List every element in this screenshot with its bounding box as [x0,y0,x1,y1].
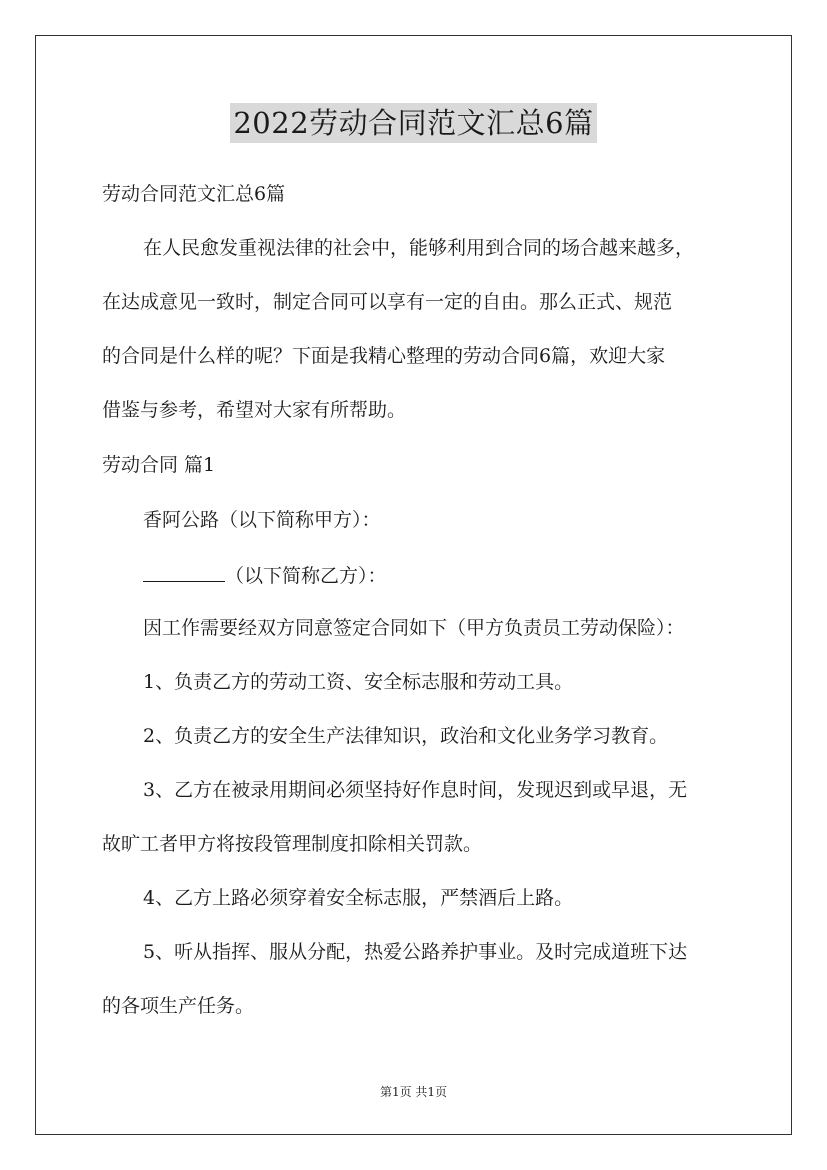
intro-line-3: 的合同是什么样的呢？下面是我精心整理的劳动合同6篇，欢迎大家 [102,345,666,367]
clause-5-continuation: 的各项生产任务。 [102,995,255,1017]
preamble-line: 因工作需要经双方同意签定合同如下（甲方负责员工劳动保险）： [143,617,685,639]
party-a-line: 香阿公路（以下简称甲方）： [143,509,381,531]
clause-5: 5、听从指挥、服从分配，热爱公路养护事业。及时完成道班下达 [143,941,688,963]
page-footer: 第1页 共1页 [379,1085,448,1099]
document-subtitle: 劳动合同范文汇总6篇 [102,183,286,205]
clause-4: 4、乙方上路必须穿着安全标志服，严禁酒后上路。 [143,887,574,909]
section-heading: 劳动合同 篇1 [102,454,216,476]
intro-line-2: 在达成意见一致时，制定合同可以享有一定的自由。那么正式、规范 [102,291,673,313]
party-b-text: （以下简称乙方）： [225,565,387,587]
intro-line-4: 借鉴与参考，希望对大家有所帮助。 [102,399,407,421]
clause-2: 2、负责乙方的安全生产法律知识，政治和文化业务学习教育。 [143,725,669,747]
blank-underline [143,562,225,582]
document-title-text: 2022劳动合同范文汇总6篇 [230,103,596,143]
document-title [0,102,827,143]
clause-3-continuation: 故旷工者甲方将按段管理制度扣除相关罚款。 [102,833,483,855]
intro-line-1: 在人民愈发重视法律的社会中，能够利用到合同的场合越来越多， [143,237,695,259]
party-b-line [143,562,387,588]
clause-3: 3、乙方在被录用期间必须坚持好作息时间，发现迟到或早退，无 [143,779,688,801]
clause-1: 1、负责乙方的劳动工资、安全标志服和劳动工具。 [143,671,574,693]
